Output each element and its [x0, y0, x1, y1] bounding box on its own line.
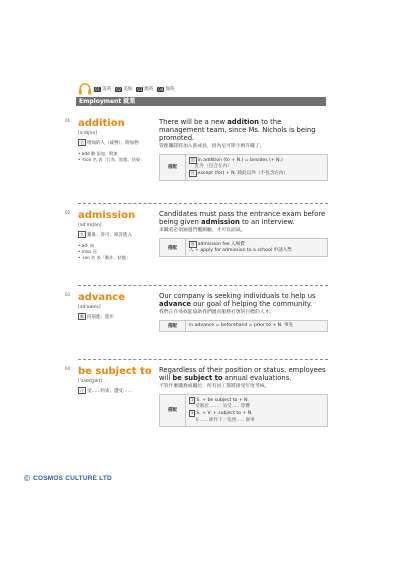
divider	[78, 203, 328, 204]
accent-badge[interactable]: 04 加英	[158, 86, 175, 92]
example-sentence: Regardless of their position or status, employees will be subject to annual evaluations.	[159, 366, 326, 382]
entry-number: 04	[65, 366, 71, 371]
usage-box: 搭配 1 S. + be subject to + N. 受制於……；易受……影響 2 S. + V. + subject to + N. 在……條件下／依照……辦事	[159, 394, 328, 427]
pos-tag: 片	[80, 388, 84, 393]
audio-bar	[78, 82, 176, 96]
phonetic: [əˈdɪʃən]	[78, 131, 98, 136]
translation: 不管什麼職務或職位，所有員工都將接受年度考核。	[159, 384, 270, 389]
word-parts: • add 動 添加，附加 • -tion 名 表「行為、狀態、結果」	[78, 151, 145, 162]
headword: addition	[78, 118, 125, 129]
example-sentence: There will be a new addition to the management team, since Ms. Nichols is being promoted.	[159, 118, 316, 142]
headword: admission	[78, 210, 136, 221]
pos-tag: 名	[80, 232, 84, 237]
entry-number: 02	[65, 210, 71, 215]
entry-number: 03	[65, 292, 71, 297]
accent-badge[interactable]: 03 澳英	[137, 86, 154, 92]
phonetic: [ədˈvæns]	[78, 305, 101, 310]
translation: 求職者必須通過門檻測驗，才可以面試。	[159, 228, 246, 233]
usage-box: 搭配 同 in addition (to + N.) = besides (+ N.) 此外（包含在內） 反 except (for) + N. 除此以外（不包含在內）	[159, 154, 328, 181]
phonetic: [ˈsʌbdʒɪkt]	[78, 379, 103, 384]
entry-number: 01	[65, 118, 71, 123]
example-sentence: Our company is seeking individuals to help us advance our goal of helping the community.	[159, 292, 316, 308]
usage-box: 搭配 延 admission fee 入場費 入 + apply for admission to a school 申請入學	[159, 238, 328, 257]
divider	[78, 285, 328, 286]
pos-tag: 動	[80, 314, 84, 319]
translation: 我們正在尋找能協助我們邁向服務社會的目標的人才。	[159, 310, 275, 315]
headphone-icon[interactable]	[78, 83, 92, 95]
translation: 管理團隊將加入新成員，因為尼可斯小姐升職了。	[159, 144, 265, 149]
usage-box: 搭配 in advance = beforehand = prior to + N. 事先	[159, 320, 328, 332]
definition: 名 增加的人（或物）；附加物	[80, 140, 139, 146]
cosmos-logo-icon: ©	[24, 474, 31, 483]
headword: be subject to	[78, 366, 152, 377]
example-sentence: Candidates must pass the entrance exam before being given admission to an interview.	[159, 210, 326, 226]
phonetic: [ədˈmɪʃən]	[78, 223, 102, 228]
definition: 名 獲准；許可；准許進入	[80, 232, 132, 238]
headword: advance	[78, 292, 126, 303]
brand-logo: © COSMOS CULTURE LTD	[24, 474, 112, 483]
section-title: Employment 就業	[76, 97, 326, 106]
accent-badge[interactable]: 02 美加	[116, 86, 133, 92]
pos-tag: 名	[80, 140, 84, 145]
accent-badge[interactable]: 01 美英	[95, 86, 112, 92]
definition: 片 受……約束；遭受……	[80, 388, 132, 394]
divider	[78, 359, 328, 360]
definition: 動 向前進；進步	[80, 314, 114, 320]
word-parts: • ad- 向 • miss 送 • -ion 名 表「動作、狀態」	[78, 243, 131, 260]
